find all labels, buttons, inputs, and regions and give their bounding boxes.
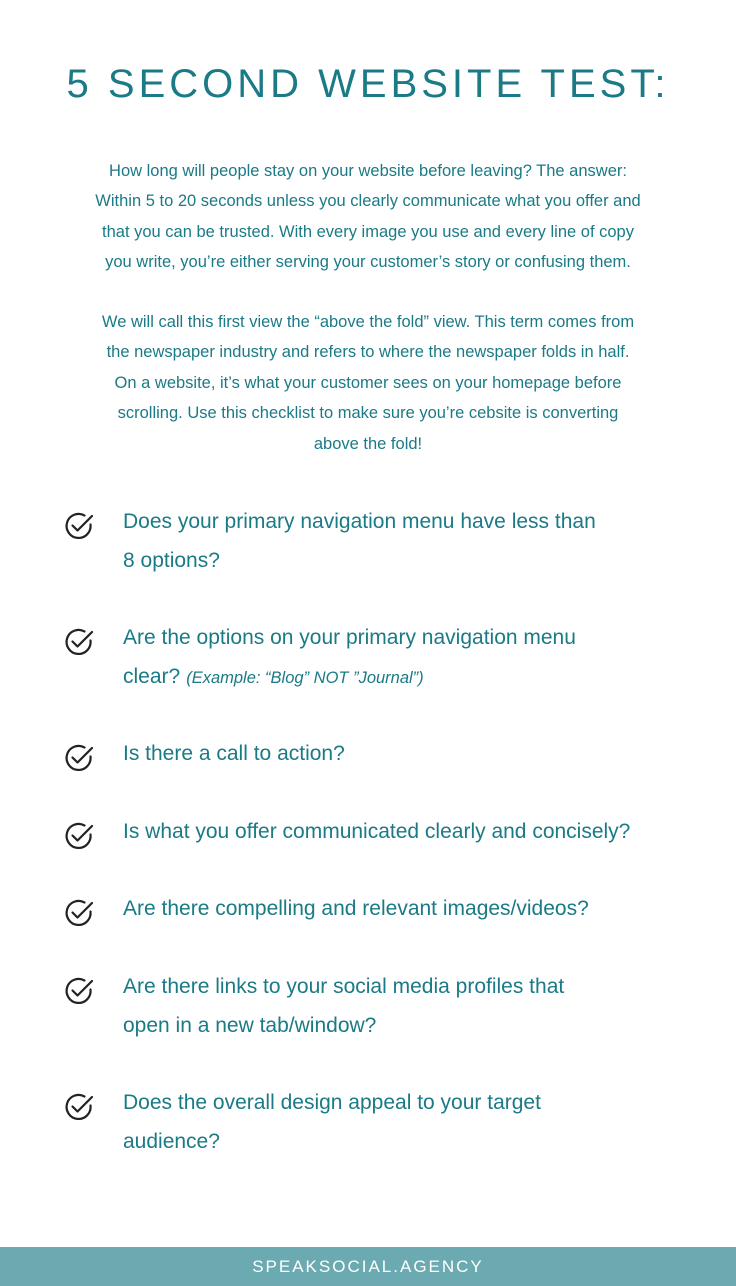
check-circle-icon <box>64 743 94 773</box>
page-title: 5 SECOND WEBSITE TEST: <box>66 62 670 106</box>
checklist-item-text: Are there links to your social media profiles that open in a new tab/window? <box>123 975 565 1037</box>
check-circle-icon <box>64 627 94 657</box>
checklist-item-main-text: Are the options on your primary navigation menu clear? <box>123 626 576 688</box>
check-circle-icon <box>64 1092 94 1122</box>
check-circle-icon <box>64 976 94 1006</box>
intro-paragraph-1: How long will people stay on your website before leaving? The answer: Within 5 to 20 seconds unless you clearly communicate what you offer and that you can be trusted. With every image you use and every line of copy you write, you’re either serving your customer’s story or confusing them. <box>95 162 641 272</box>
check-circle-icon <box>64 898 94 928</box>
check-circle-icon <box>64 511 94 541</box>
checklist-item-text: Does your primary navigation menu have less than 8 options? <box>123 510 596 572</box>
checklist-item-text: Is there a call to action? <box>123 742 345 765</box>
footer-website-text[interactable]: SPEAKSOCIAL.AGENCY <box>252 1256 484 1276</box>
checklist-item-text: Is what you offer communicated clearly and concisely? <box>123 820 631 843</box>
checklist-item-text: Does the overall design appeal to your target audience? <box>123 1091 541 1153</box>
checklist-item-text <box>123 619 703 697</box>
check-circle-icon <box>64 821 94 851</box>
checklist-item-text: Are there compelling and relevant images/videos? <box>123 897 589 920</box>
intro-paragraph-2: We will call this first view the “above the fold” view. This term comes from the newspaper industry and refers to where the newspaper folds in half. On a website, it’s what your customer sees on your homepage before scrolling. Use this checklist to make sure you’re cebsite is converting above the fold! <box>101 313 635 453</box>
checklist-item-example-note: (Example: “Blog” NOT ”Journal”) <box>186 668 424 687</box>
footer-bar <box>0 1247 736 1286</box>
